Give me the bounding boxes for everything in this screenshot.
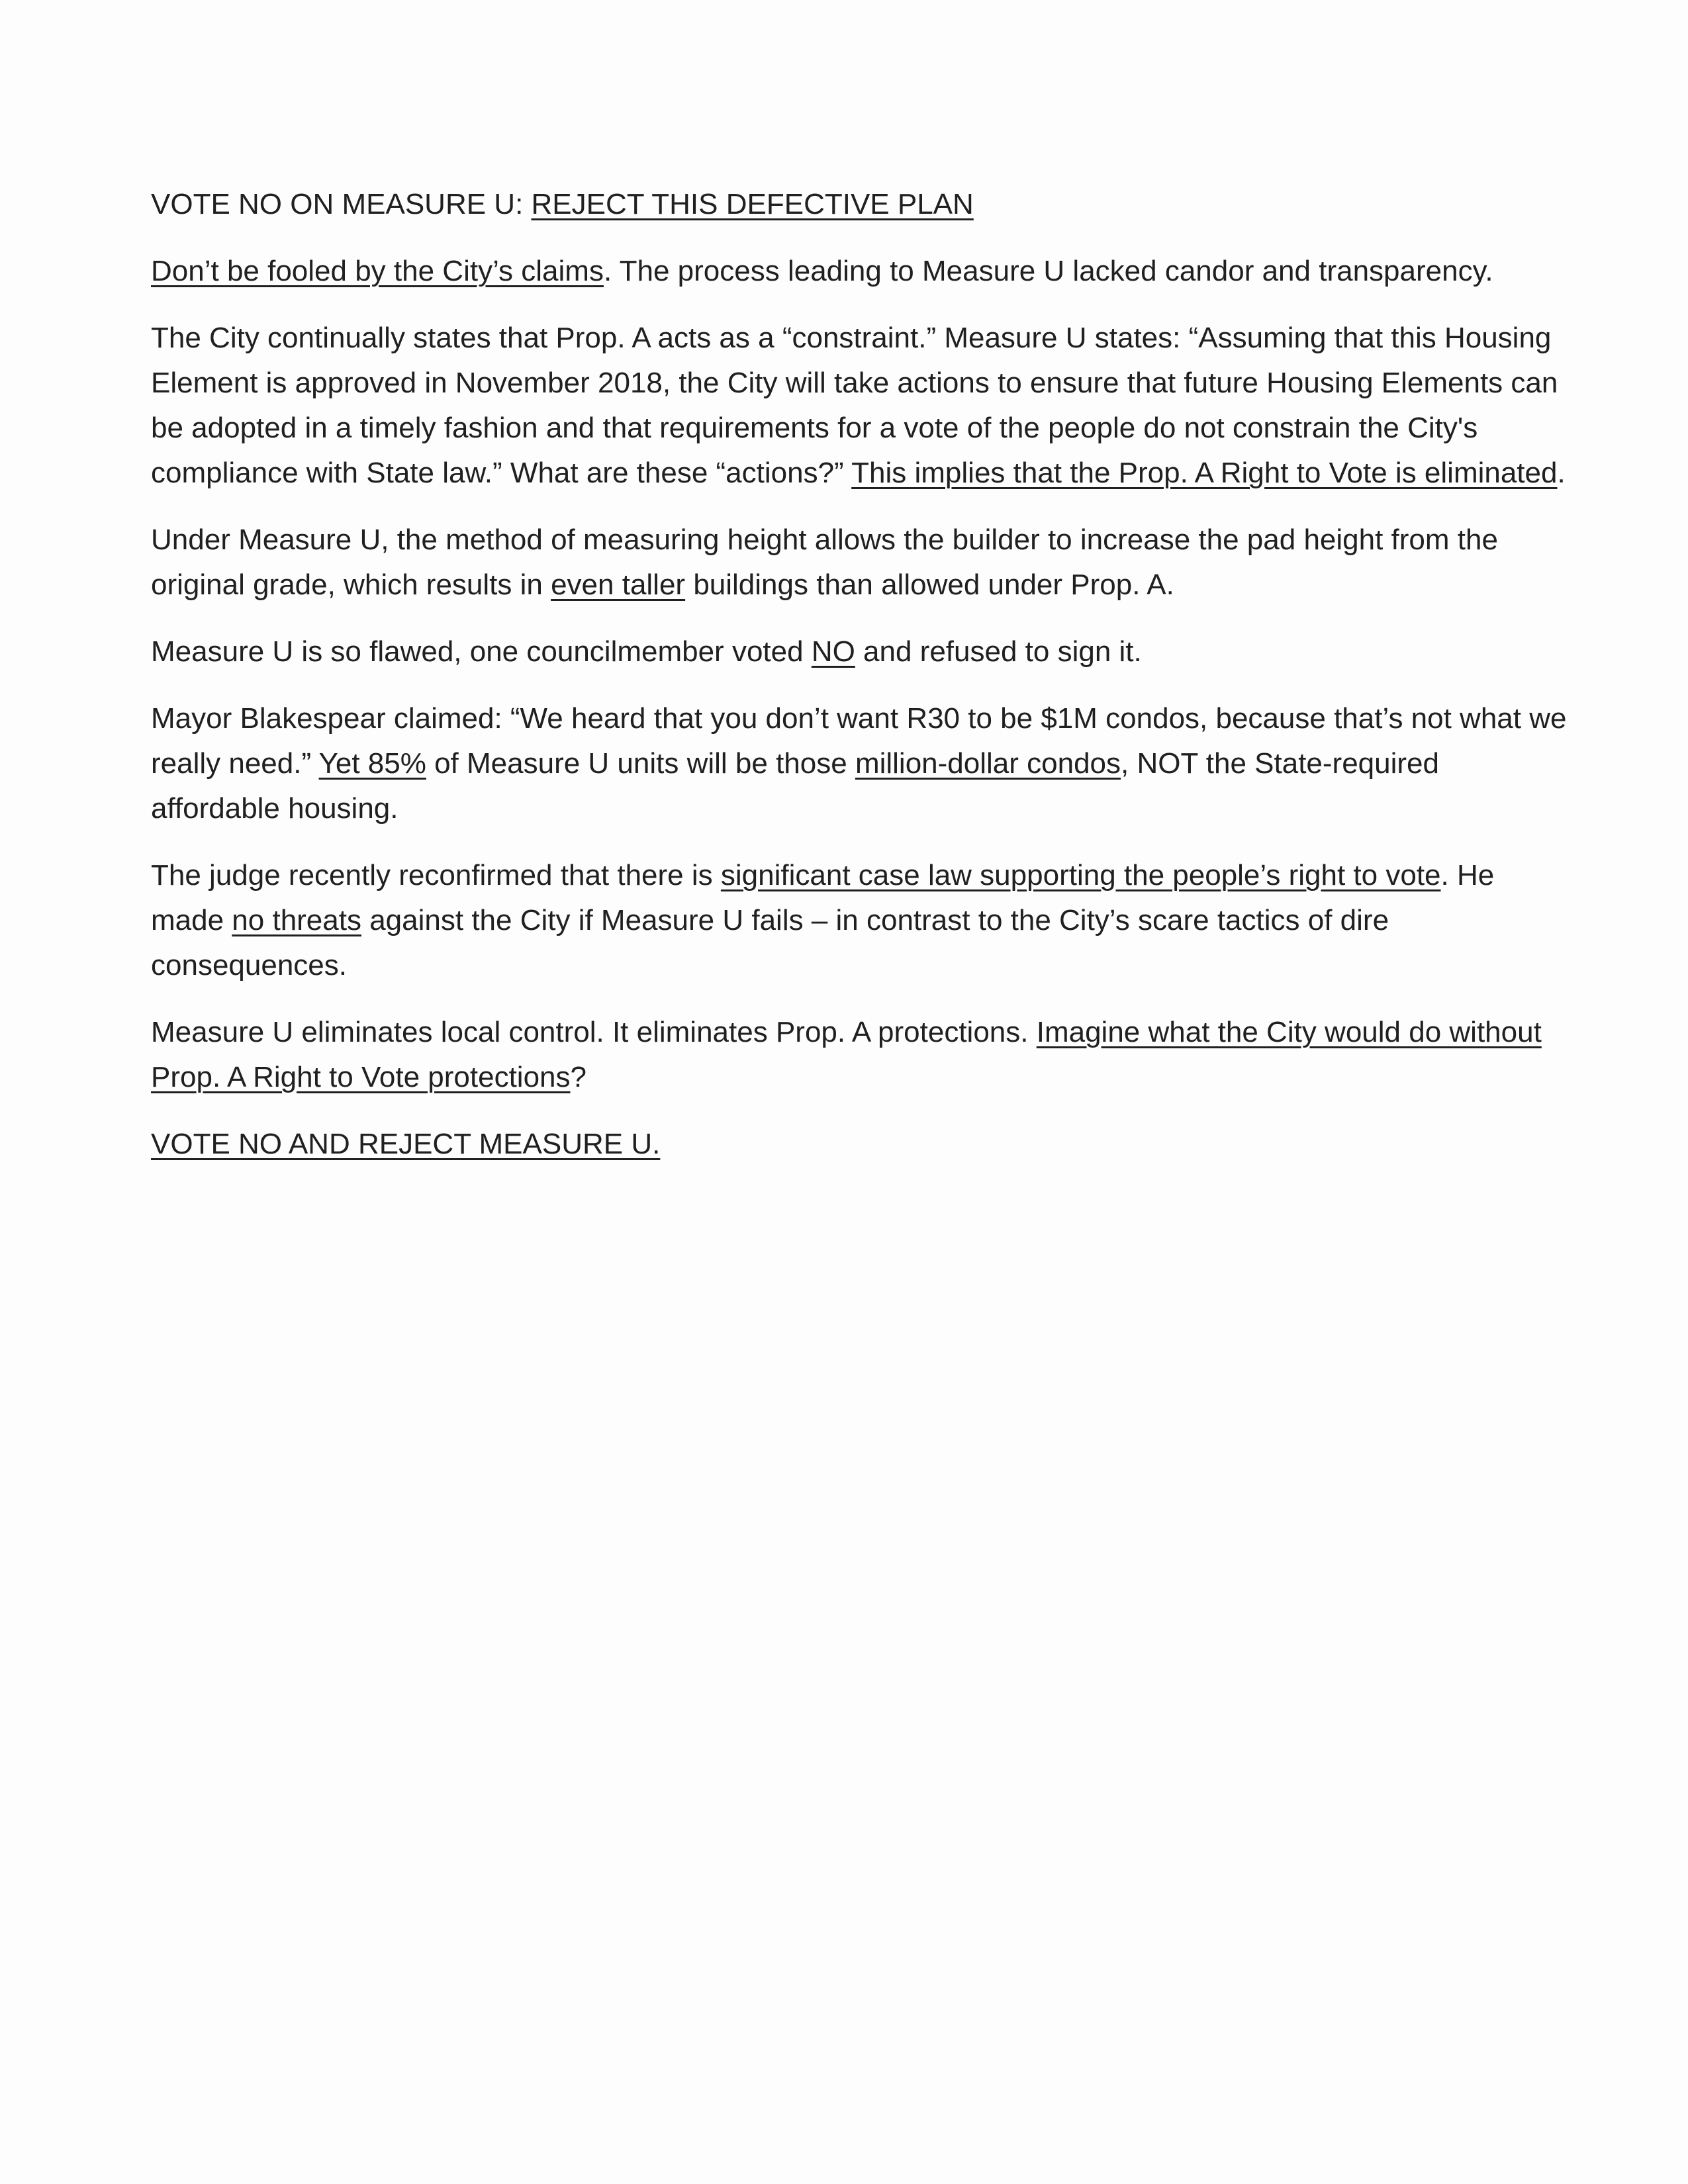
paragraph-2: [151, 316, 1574, 496]
paragraph-1: [151, 249, 1574, 294]
p6-underlined-2: no threats: [232, 904, 361, 936]
p4-underlined: NO: [811, 635, 855, 668]
p4-text-1: Measure U is so flawed, one councilmember voted: [151, 635, 812, 668]
paragraph-7: [151, 1010, 1574, 1100]
p4-text-2: and refused to sign it.: [855, 635, 1142, 668]
paragraph-4: [151, 629, 1574, 674]
p3-text-1: Under Measure U, the method of measuring height allows the builder to increase the pad height from the original grade, which results in: [151, 523, 1498, 601]
p6-text-3: against the City if Measure U fails – in contrast to the City’s scare tactics of dire consequences.: [151, 904, 1389, 981]
p7-text-1: Measure U eliminates local control. It eliminates Prop. A protections.: [151, 1016, 1037, 1048]
document-body: [151, 182, 1574, 1189]
p7-end: ?: [570, 1061, 586, 1093]
p3-text-2: buildings than allowed under Prop. A.: [685, 569, 1174, 601]
p2-underlined: This implies that the Prop. A Right to Vote is eliminated: [851, 457, 1558, 489]
paragraph-3: [151, 518, 1574, 608]
p3-underlined: even taller: [551, 569, 686, 601]
document-heading: [151, 182, 1574, 227]
p2-text: The City continually states that Prop. A acts as a “constraint.” Measure U states: “Assuming that this Housing Element is approved in November 2018, the City will take actions to ensure that future Housing Elements can be adopted in a timely fashion and that requirements for a vote of the people do not constrain the City's compliance with State law.” What are these “actions?”: [151, 322, 1558, 489]
p1-text: . The process leading to Measure U lacked candor and transparency.: [603, 255, 1493, 287]
p2-end: .: [1557, 457, 1566, 489]
heading-lead: VOTE NO ON MEASURE U:: [151, 188, 532, 220]
p5-text-2: of Measure U units will be those: [426, 747, 855, 780]
paragraph-5: [151, 696, 1574, 831]
p5-underlined-1: Yet 85%: [318, 747, 426, 780]
p6-underlined-1: significant case law supporting the people’s right to vote: [720, 859, 1441, 891]
p1-underlined: Don’t be fooled by the City’s claims: [151, 255, 604, 287]
p5-text-3: , NOT the State-required affordable housing.: [151, 747, 1439, 825]
p6-text-2: . He made: [151, 859, 1495, 936]
closing-line: [151, 1122, 1574, 1167]
heading-underlined: REJECT THIS DEFECTIVE PLAN: [531, 188, 974, 220]
p5-underlined-2: million-dollar condos: [855, 747, 1121, 780]
p5-text-1: Mayor Blakespear claimed: “We heard that you don’t want R30 to be $1M condos, because that’s not what we really need.”: [151, 702, 1567, 780]
closing-underlined: VOTE NO AND REJECT MEASURE U.: [151, 1128, 661, 1160]
p7-underlined: Imagine what the City would do without Prop. A Right to Vote protections: [151, 1016, 1542, 1093]
paragraph-6: [151, 853, 1574, 988]
p6-text-1: The judge recently reconfirmed that there is: [151, 859, 721, 891]
